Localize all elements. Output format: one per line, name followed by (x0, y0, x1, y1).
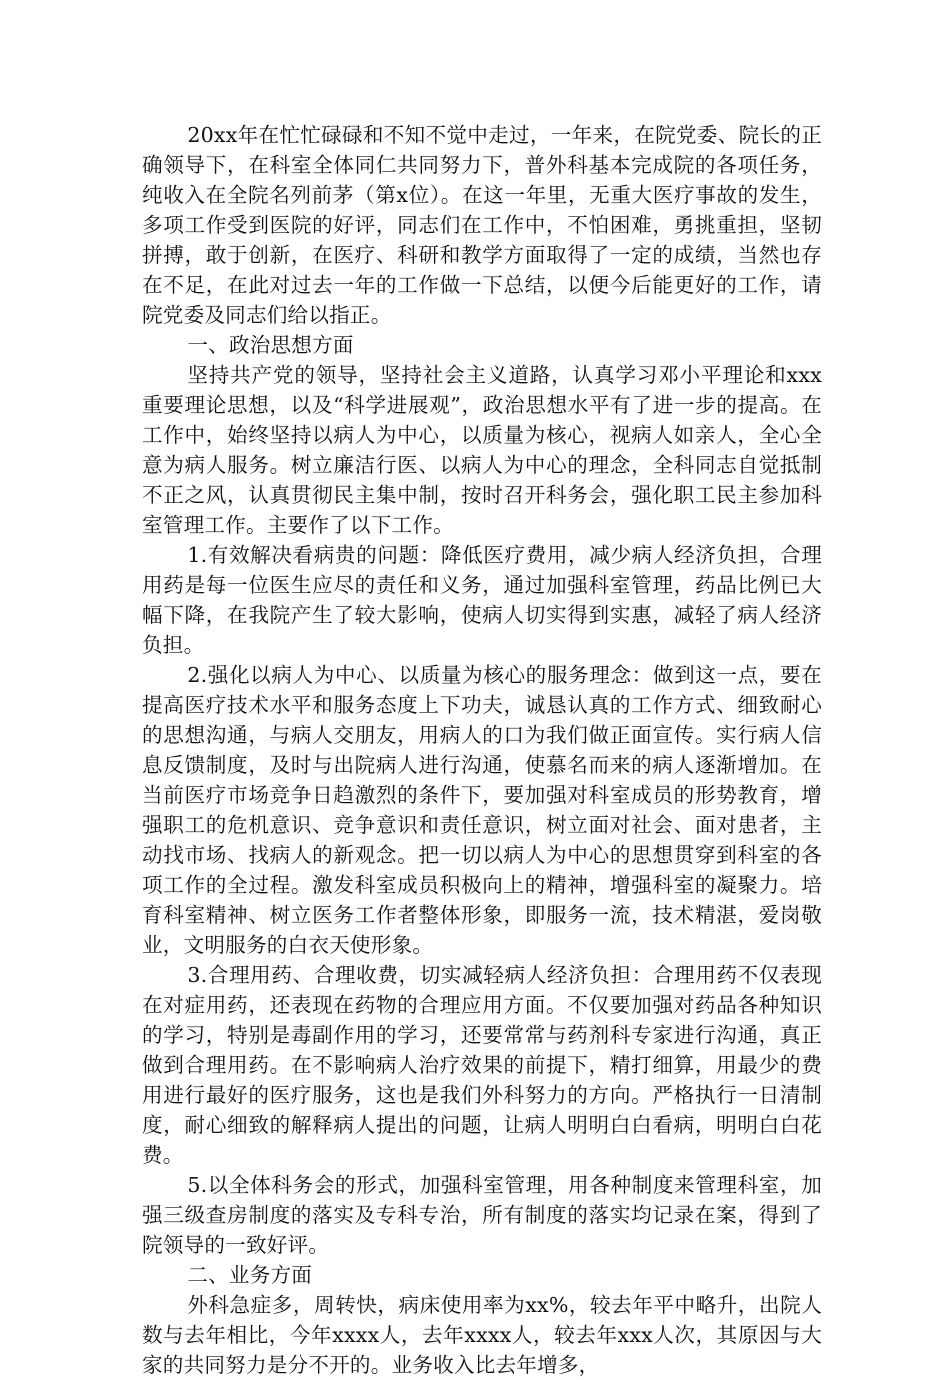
item-paragraph-1: 1.有效解决看病贵的问题：降低医疗费用，减少病人经济负担，合理用药是每一位医生应尽的责任和义务，通过加强科室管理，药品比例已大幅下降，在我院产生了较大影响，使病人切实得到实惠，减轻了病人经济负担。 (142, 543, 822, 657)
political-paragraph: 坚持共产党的领导，坚持社会主义道路，认真学习邓小平理论和xxx重要理论思想，以及“科学进展观”，政治思想水平有了进一步的提高。在工作中，始终坚持以病人为中心，以质量为核心，视病人如亲人，全心全意为病人服务。树立廉洁行医、以病人为中心的理念，全科同志自觉抵制不正之风，认真贯彻民主集中制，按时召开科务会，强化职工民主参加科室管理工作。主要作了以下工作。 (142, 363, 822, 537)
item-paragraph-2: 2.强化以病人为中心、以质量为核心的服务理念：做到这一点，要在提高医疗技术水平和服务态度上下功夫，诚恳认真的工作方式、细致耐心的思想沟通，与病人交朋友，用病人的口为我们做正面宣传。实行病人信息反馈制度，及时与出院病人进行沟通，使慕名而来的病人逐渐增加。在当前医疗市场竞争日趋激烈的条件下，要加强对科室成员的形势教育，增强职工的危机意识、竞争意识和责任意识，树立面对社会、面对患者，主动找市场、找病人的新观念。把一切以病人为中心的思想贯穿到科室的各项工作的全过程。激发科室成员积极向上的精神，增强科室的凝聚力。培育科室精神、树立医务工作者整体形象，即服务一流，技术精湛，爱岗敬业，文明服务的白衣天使形象。 (142, 663, 822, 957)
business-paragraph: 外科急症多，周转快，病床使用率为xx%，较去年平中略升，出院人数与去年相比，今年xxxx人，去年xxxx人，较去年xxx人次，其原因与大家的共同努力是分不开的。业务收入比去年增多， (142, 1293, 822, 1377)
section-heading-business: 二、业务方面 (187, 1263, 313, 1287)
item-paragraph-5: 5.以全体科务会的形式，加强科室管理，用各种制度来管理科室，加强三级查房制度的落实及专科专治，所有制度的落实均记录在案，得到了院领导的一致好评。 (142, 1173, 822, 1257)
intro-paragraph: 20xx年在忙忙碌碌和不知不觉中走过，一年来，在院党委、院长的正确领导下，在科室全体同仁共同努力下，普外科基本完成院的各项任务，纯收入在全院名列前茅（第x位）。在这一年里，无重大医疗事故的发生，多项工作受到医院的好评，同志们在工作中，不怕困难，勇挑重担，坚韧拼搏，敢于创新，在医疗、科研和教学方面取得了一定的成绩，当然也存在不足，在此对过去一年的工作做一下总结，以便今后能更好的工作，请院党委及同志们给以指正。 (142, 123, 822, 327)
document-body (142, 120, 822, 1380)
item-paragraph-3: 3.合理用药、合理收费，切实减轻病人经济负担：合理用药不仅表现在对症用药，还表现在药物的合理应用方面。不仅要加强对药品各种知识的学习，特别是毒副作用的学习，还要常常与药剂科专家进行沟通，真正做到合理用药。在不影响病人治疗效果的前提下，精打细算，用最少的费用进行最好的医疗服务，这也是我们外科努力的方向。严格执行一日清制度，耐心细致的解释病人提出的问题，让病人明明白白看病，明明白白花费。 (142, 963, 822, 1167)
section-heading-political: 一、政治思想方面 (187, 333, 354, 357)
